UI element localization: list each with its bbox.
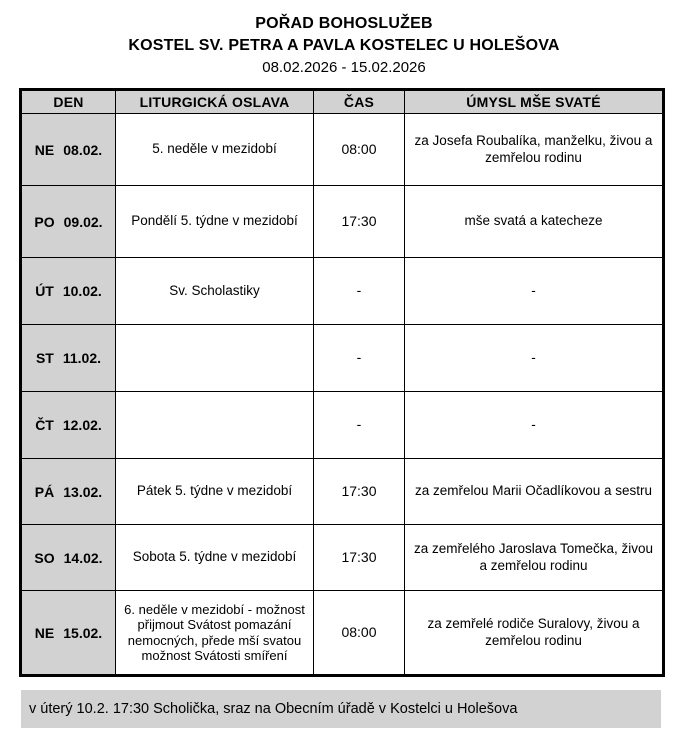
announcement-text: v úterý 10.2. 17:30 Scholička, sraz na Obecním úřadě v Kostelci u Holešova xyxy=(29,701,518,717)
time-cell: 08:00 xyxy=(314,591,405,676)
column-header-intention: ÚMYSL MŠE SVATÉ xyxy=(405,90,664,114)
intention-cell: za zemřelé rodiče Suralovy, živou a zemřelou rodinu xyxy=(405,591,664,676)
intention-cell: - xyxy=(405,258,664,325)
date-range: 08.02.2026 - 15.02.2026 xyxy=(262,59,426,76)
celebration-cell: Pondělí 5. týdne v mezidobí xyxy=(116,186,314,258)
table-header-row xyxy=(21,90,664,114)
day-abbr: ČT xyxy=(35,417,54,433)
intention-cell: za Josefa Roubalíka, manželku, živou a zemřelou rodinu xyxy=(405,114,664,186)
day-date: 12.02. xyxy=(62,417,102,433)
day-cell xyxy=(21,459,116,525)
celebration-cell xyxy=(116,392,314,459)
day-abbr: PO xyxy=(34,213,55,230)
day-date: 08.02. xyxy=(63,141,103,158)
day-cell xyxy=(21,392,116,459)
day-date: 13.02. xyxy=(63,483,103,500)
day-date: 09.02. xyxy=(63,213,103,230)
time-cell: - xyxy=(314,258,405,325)
announcement-bar xyxy=(21,690,661,728)
day-abbr: ÚT xyxy=(35,283,54,299)
time-cell: 17:30 xyxy=(314,459,405,525)
time-cell: 08:00 xyxy=(314,114,405,186)
time-cell: - xyxy=(314,325,405,392)
table-row xyxy=(21,591,664,676)
celebration-cell: Sv. Scholastiky xyxy=(116,258,314,325)
intention-cell: za zemřelého Jaroslava Tomečka, živou a zemřelou rodinu xyxy=(405,525,664,591)
table-row xyxy=(21,114,664,186)
day-date: 14.02. xyxy=(63,549,103,566)
celebration-cell: 5. neděle v mezidobí xyxy=(116,114,314,186)
day-date: 15.02. xyxy=(63,624,103,641)
day-abbr: SO xyxy=(34,549,55,566)
table-row xyxy=(21,186,664,258)
table-row xyxy=(21,258,664,325)
day-cell xyxy=(21,114,116,186)
day-cell xyxy=(21,186,116,258)
time-cell: 17:30 xyxy=(314,186,405,258)
day-abbr: NE xyxy=(34,624,55,641)
table-row xyxy=(21,392,664,459)
celebration-cell: Sobota 5. týdne v mezidobí xyxy=(116,525,314,591)
celebration-cell xyxy=(116,325,314,392)
day-abbr: NE xyxy=(34,141,55,158)
day-cell xyxy=(21,591,116,676)
page-title: POŘAD BOHOSLUŽEB xyxy=(255,15,433,32)
church-name: KOSTEL SV. PETRA A PAVLA KOSTELEC U HOLEŠOVA xyxy=(128,37,560,54)
day-abbr: ST xyxy=(35,350,54,366)
table-row xyxy=(21,325,664,392)
table-row xyxy=(21,525,664,591)
column-header-time: ČAS xyxy=(314,90,405,114)
time-cell: 17:30 xyxy=(314,525,405,591)
intention-cell: za zemřelou Marii Očadlíkovou a sestru xyxy=(405,459,664,525)
intention-cell: - xyxy=(405,325,664,392)
time-cell: - xyxy=(314,392,405,459)
day-abbr: PÁ xyxy=(34,483,55,500)
day-cell xyxy=(21,258,116,325)
column-header-day: DEN xyxy=(21,90,116,114)
day-date: 10.02. xyxy=(62,283,102,299)
intention-cell: - xyxy=(405,392,664,459)
celebration-cell: 6. neděle v mezidobí - možnost přijmout Svátost pomazání nemocných, přede mší svatou možnost Svátosti smíření xyxy=(116,591,314,676)
intention-cell: mše svatá a katecheze xyxy=(405,186,664,258)
mass-schedule-table xyxy=(19,88,665,677)
day-date: 11.02. xyxy=(62,350,102,366)
celebration-cell: Pátek 5. týdne v mezidobí xyxy=(116,459,314,525)
table-row xyxy=(21,459,664,525)
column-header-celebration: LITURGICKÁ OSLAVA xyxy=(116,90,314,114)
document-header xyxy=(0,0,688,79)
day-cell xyxy=(21,525,116,591)
day-cell xyxy=(21,325,116,392)
